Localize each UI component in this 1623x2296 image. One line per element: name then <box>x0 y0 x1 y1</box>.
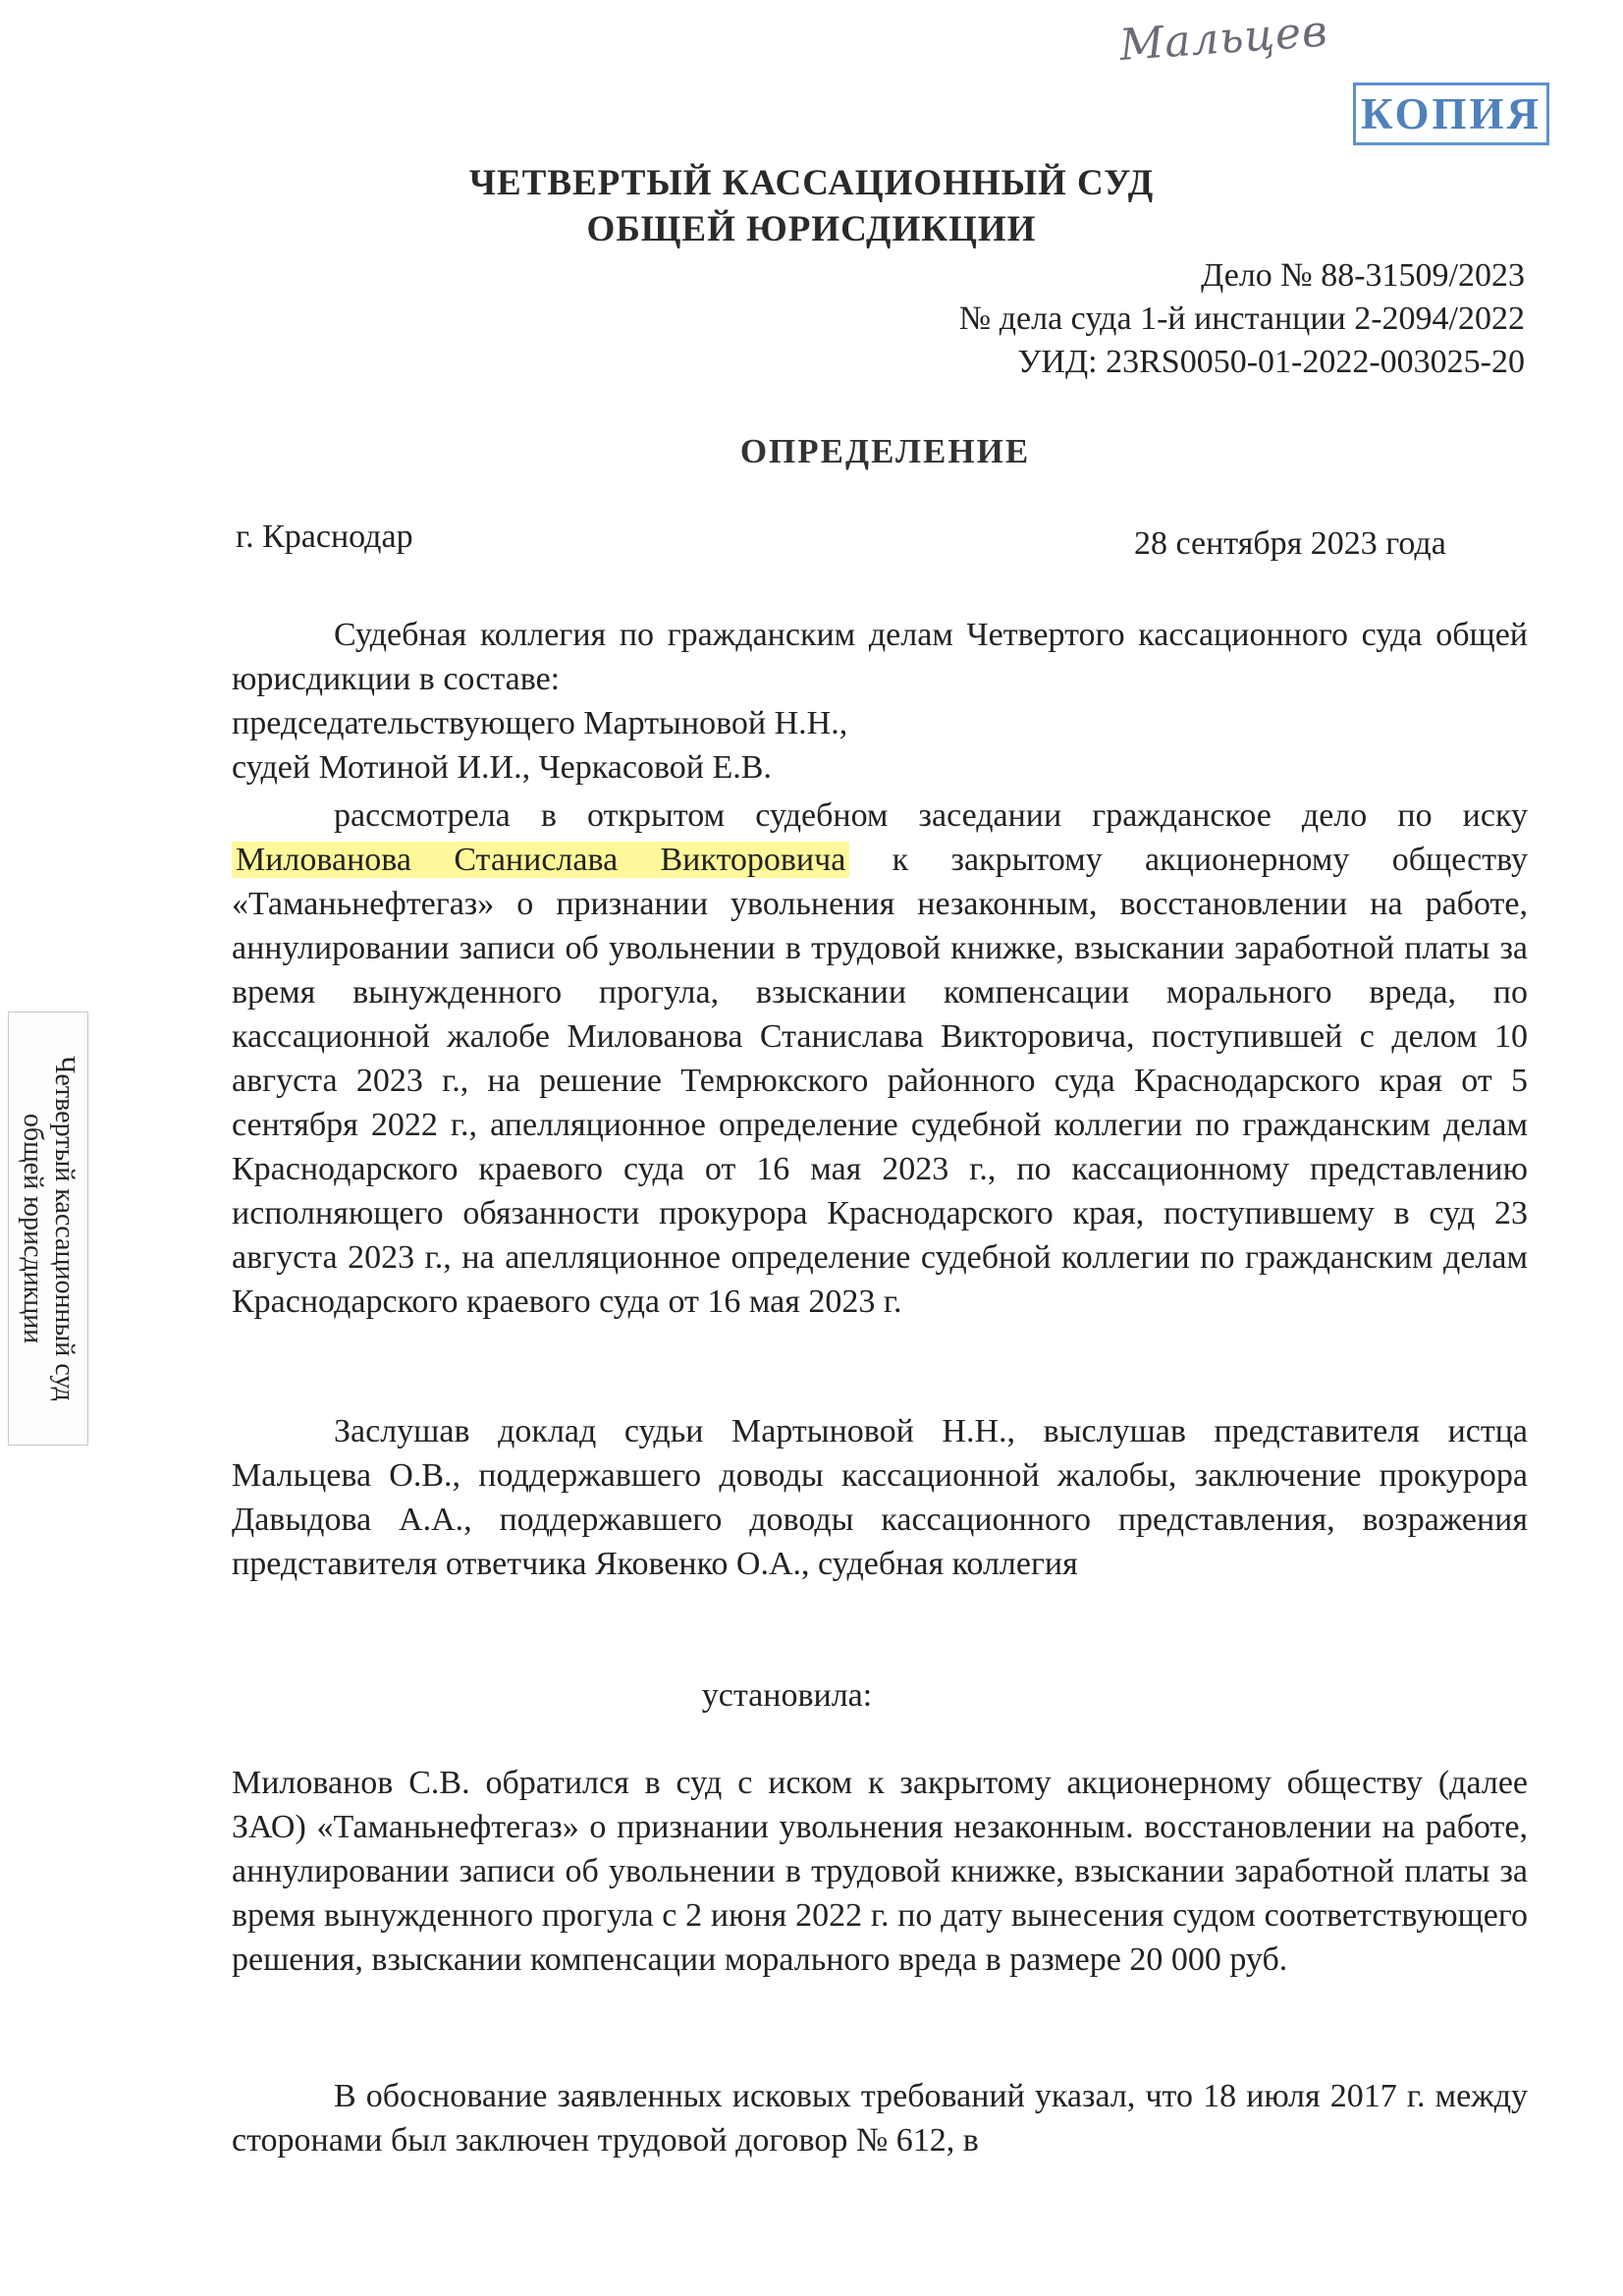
heard-paragraph: Заслушав доклад судьи Мартыновой Н.Н., выслушав представителя истца Мальцева О.В., поддержавшего доводы кассационной жалобы, заключение прокурора Давыдова А.А., поддержавшего доводы кассационного представления, возражения представителя ответчика Яковенко О.А., судебная коллегия <box>232 1413 1528 1582</box>
first-instance-number: № дела суда 1-й инстанции 2-2094/2022 <box>958 301 1525 337</box>
composition-paragraph: Судебная коллегия по гражданским делам Четвертого кассационного суда общей юрисдикции в составе: <box>232 617 1528 697</box>
side-label-line1: Четвертый кассационный суд <box>49 1056 80 1401</box>
claim-paragraph: Милованов С.В. обратился в суд с иском к закрытому акционерному обществу (далее ЗАО) «Таманьнефтегаз» о признании увольнения незаконным. восстановлении на работе, аннулировании записи об увольнении в трудовой книжке, взыскании заработной платы за время вынужденного прогула с 2 июня 2022 г. по дату вынесения судом соответствующего решения, взыскании компенсации морального вреда в размере 20 000 руб. <box>232 1765 1528 1978</box>
document-title: ОПРЕДЕЛЕНИЕ <box>739 432 1031 470</box>
considered-body: к закрытому акционерному обществу «Таманьнефтегаз» о признании увольнения незаконным, восстановлении на работе, аннулировании записи об увольнении в трудовой книжке, взыскании заработной платы за время вынужденного прогула, взыскании компенсации морального вреда, по кассационной жалобе Милованова Станислава Викторовича, поступившей с делом 10 августа 2023 г., на решение Темрюкского районного суда Краснодарского края от 5 сентября 2022 г., апелляционное определение судебной коллегии по гражданским делам Краснодарского краевого суда от 16 мая 2023 г., по кассационному представлению исполняющего обязанности прокурора Краснодарского края, поступившему в суд 23 августа 2023 г., на апелляционное определение судебной коллегии по гражданским делам Краснодарского краевого суда от 16 мая 2023 г. <box>232 842 1528 1320</box>
considered-paragraph <box>232 838 1528 1324</box>
handwritten-note: Мальцев <box>1117 6 1330 72</box>
judges: судей Мотиной И.И., Черкасовой Е.В. <box>232 749 772 786</box>
case-uid: УИД: 23RS0050-01-2022-003025-20 <box>1017 344 1525 380</box>
side-court-label <box>8 1011 88 1446</box>
presiding-judge: председательствующего Мартыновой Н.Н., <box>232 705 848 741</box>
grounds-paragraph: В обоснование заявленных исковых требований указал, что 18 июля 2017 г. между сторонами был заключен трудовой договор № 612, в <box>232 2078 1528 2159</box>
copy-stamp: КОПИЯ <box>1353 82 1549 145</box>
considered-lead: рассмотрела в открытом судебном заседании гражданское дело по иску <box>334 797 1528 834</box>
court-name-line1: ЧЕТВЕРТЫЙ КАССАЦИОННЫЙ СУД <box>468 163 1155 203</box>
established-heading: установила: <box>701 1677 873 1714</box>
decision-date: 28 сентября 2023 года <box>1134 525 1446 562</box>
city: г. Краснодар <box>236 519 413 555</box>
court-name-line2: ОБЩЕЙ ЮРИСДИКЦИИ <box>586 209 1037 249</box>
highlighted-plaintiff-name: Милованова Станислава Викторовича <box>232 842 849 878</box>
case-number: Дело № 88-31509/2023 <box>1201 257 1525 294</box>
side-label-line2: общей юрисдикции <box>18 1113 48 1344</box>
side-label-text <box>17 1012 80 1445</box>
